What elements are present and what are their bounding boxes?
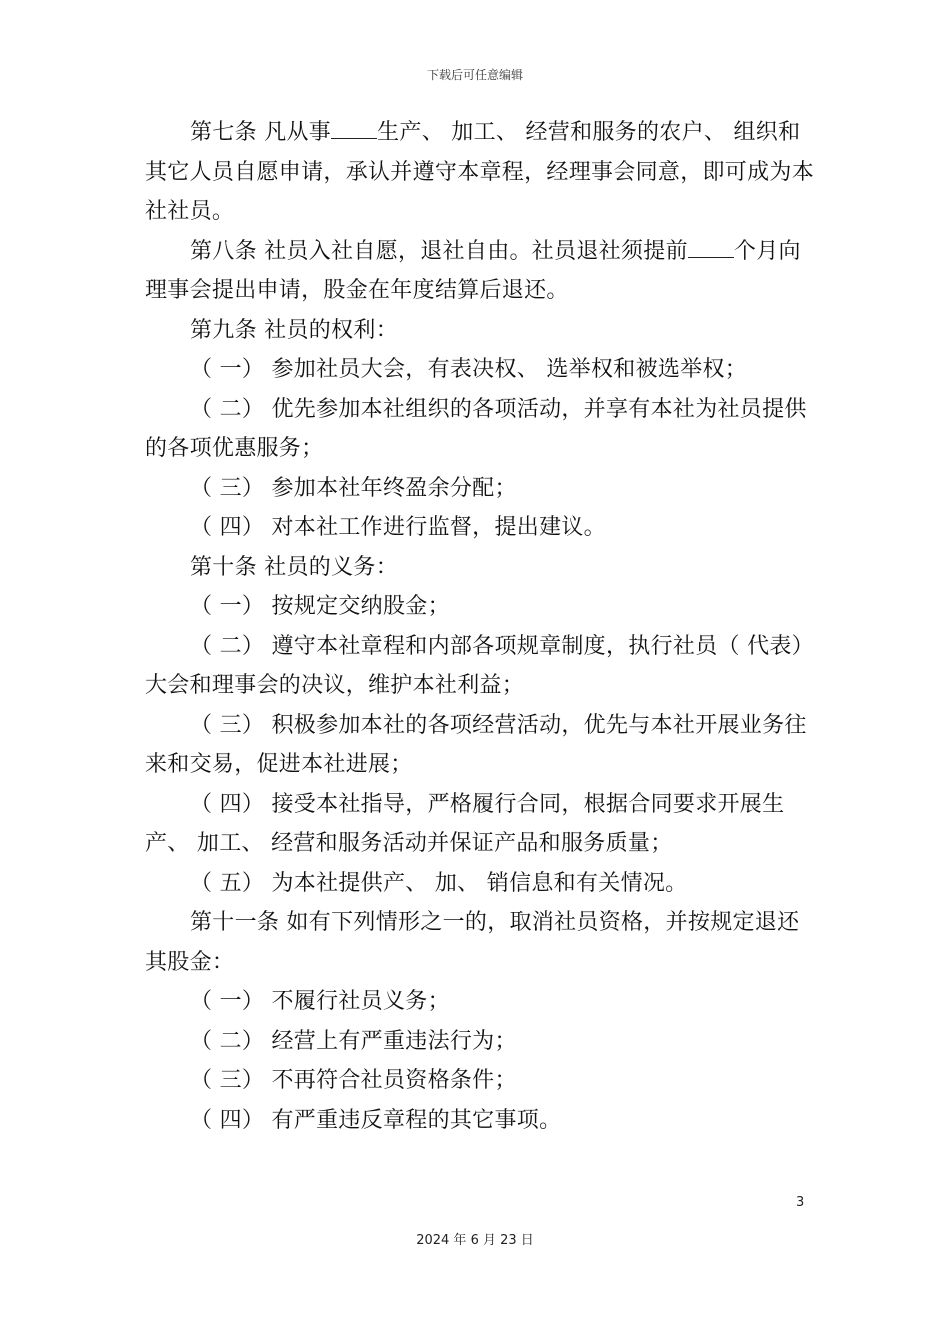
blank-line xyxy=(331,120,377,139)
article-8 xyxy=(145,232,815,311)
article-10-title: 第十条 社员的义务： xyxy=(190,554,398,580)
list-item: （ 三） 积极参加本社的各项经营活动，优先与本社开展业务往来和交易，促进本社进展； xyxy=(145,712,807,777)
article-7-text-a: 第七条 凡从事 xyxy=(190,120,332,145)
list-item: （ 一） 不履行社员义务； xyxy=(190,989,450,1014)
list-item: （ 三） 参加本社年终盈余分配； xyxy=(190,475,517,501)
list-item: （ 一） 参加社员大会，有表决权、 选举权和被选举权； xyxy=(190,357,748,382)
list-item: （ 四） 接受本社指导，严格履行合同，根据合同要求开展生产、 加工、 经营和服务活动并保证产品和服务质量； xyxy=(145,791,785,856)
list-item: （ 二） 优先参加本社组织的各项活动，并享有本社为社员提供的各项优惠服务； xyxy=(145,396,807,461)
list-item: （ 五） 为本社提供产、 加、 销信息和有关情况。 xyxy=(190,870,688,896)
article-9-title: 第九条 社员的权利： xyxy=(190,317,398,343)
list-item: （ 四） 对本社工作进行监督，提出建议。 xyxy=(190,515,606,540)
article-11-title: 第十一条 如有下列情形之一的，取消社员资格，并按规定退还其股金： xyxy=(145,910,800,975)
list-item: （ 四） 有严重违反章程的其它事项。 xyxy=(190,1107,562,1133)
article-7 xyxy=(145,113,815,232)
list-item: （ 一） 按规定交纳股金； xyxy=(190,594,450,619)
article-7-text-b: 生产、 加工、 经营和服务的农户、 组织和其它人员自愿申请，承认并遵守本章程，经理事会同意，即可成为本社社员。 xyxy=(145,120,815,224)
list-item: （ 二） 经营上有严重违法行为； xyxy=(190,1028,517,1054)
page-number: 3 xyxy=(796,1195,805,1210)
list-item: （ 三） 不再符合社员资格条件； xyxy=(190,1068,517,1093)
article-8-text-a: 第八条 社员入社自愿，退社自由。社员退社须提前 xyxy=(190,238,688,264)
blank-line xyxy=(688,239,734,258)
page-footer-date: 2024 年 6 月 23 日 xyxy=(416,1233,534,1248)
article-8-text-b: 个月向理事会提出申请，股金在年度结算后退还。 xyxy=(145,238,801,303)
document-body xyxy=(145,113,815,1140)
list-item: （ 二） 遵守本社章程和内部各项规章制度，执行社员（ 代表）大会和理事会的决议，维护本社利益； xyxy=(145,633,814,698)
page-header: 下载后可任意编辑 xyxy=(426,68,523,82)
